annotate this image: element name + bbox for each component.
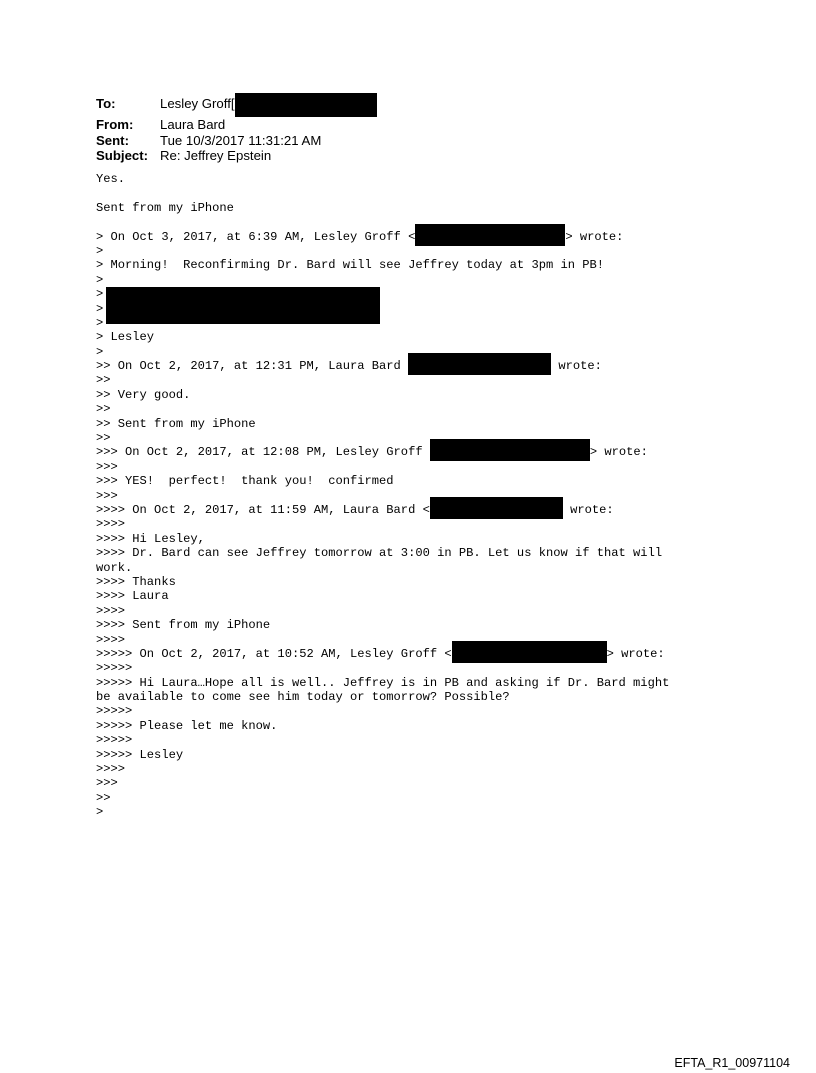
quote-line: >>>>>	[96, 661, 133, 676]
quote-intro-line	[96, 445, 726, 459]
quote-line: >>>> Sent from my iPhone	[96, 618, 271, 633]
quote-line: >	[96, 287, 726, 301]
quote-intro-line	[96, 503, 726, 517]
quote-line: >>> YES! perfect! thank you! confirmed	[96, 474, 394, 489]
quote-intro-suffix: wrote:	[562, 502, 614, 517]
to-value	[160, 96, 377, 117]
from-label: From:	[96, 117, 134, 132]
redaction-block	[235, 93, 377, 117]
quote-intro-text: >>>> On Oct 2, 2017, at 11:59 AM, Laura Bard <	[96, 502, 430, 517]
quote-intro-suffix: > wrote:	[589, 445, 648, 460]
signature-line: Sent from my iPhone	[96, 200, 234, 215]
quote-line: >>>>	[96, 632, 126, 647]
quote-line: >	[96, 344, 104, 359]
quote-line: >	[96, 272, 104, 287]
subject-value: Re: Jeffrey Epstein	[160, 148, 272, 164]
quote-line: > Lesley	[96, 330, 155, 345]
quote-line: > Morning! Reconfirming Dr. Bard will see Jeffrey today at 3pm in PB!	[96, 258, 605, 273]
subject-row	[96, 148, 377, 164]
quote-line: >>>>	[96, 517, 126, 532]
quote-intro-text: > On Oct 3, 2017, at 6:39 AM, Lesley Groff <	[96, 229, 416, 244]
quote-line: >	[96, 301, 104, 316]
sent-label: Sent:	[96, 132, 129, 148]
quote-intro-line	[96, 647, 726, 661]
quote-line: >>	[96, 431, 111, 446]
to-row	[96, 96, 377, 117]
quote-intro-suffix: > wrote:	[565, 229, 624, 244]
quote-intro-suffix: > wrote:	[606, 646, 665, 661]
quote-line: >>>	[96, 776, 118, 791]
quote-line: >>>> Thanks	[96, 574, 176, 589]
quote-line: >>>>> Lesley	[96, 747, 184, 762]
document-id: EFTA_R1_00971104	[674, 1056, 790, 1070]
sent-row	[96, 133, 377, 149]
quote-line: >>>>	[96, 603, 126, 618]
quote-line: >>>>>	[96, 733, 133, 748]
quote-intro-text: >>> On Oct 2, 2017, at 12:08 PM, Lesley Groff	[96, 445, 430, 460]
reply-text: Yes.	[96, 172, 126, 186]
blank-line	[96, 215, 726, 229]
quote-line: >>>> Laura	[96, 589, 169, 604]
quote-intro-text: >>>>> On Oct 2, 2017, at 10:52 AM, Lesley Groff <	[96, 646, 452, 661]
quote-line: >>>>> Hi Laura…Hope all is well.. Jeffrey is in PB and asking if Dr. Bard might	[96, 675, 670, 690]
to-name: Lesley Groff[	[160, 96, 235, 111]
from-value: Laura Bard	[160, 117, 226, 132]
quote-line: >>>> Dr. Bard can see Jeffrey tomorrow at 3:00 in PB. Let us know if that will	[96, 546, 663, 561]
quote-intro-suffix: wrote:	[551, 359, 602, 374]
to-label: To:	[96, 96, 116, 111]
quote-line: >> Sent from my iPhone	[96, 416, 256, 431]
quote-line: >>>	[96, 488, 118, 503]
blank-line	[96, 186, 726, 200]
quote-line: >>>>>	[96, 704, 133, 719]
quote-line: >>	[96, 373, 111, 388]
quote-intro-line	[96, 359, 726, 373]
sent-value: Tue 10/3/2017 11:31:21 AM	[160, 132, 322, 148]
redaction-block	[452, 641, 607, 663]
quote-intro-text: >> On Oct 2, 2017, at 12:31 PM, Laura Bard	[96, 359, 409, 374]
quote-line: >>>>	[96, 762, 126, 777]
quote-line: be available to come see him today or tomorrow? Possible?	[96, 690, 510, 705]
email-body	[96, 172, 726, 820]
quote-line: >>	[96, 790, 111, 805]
quote-line: >	[96, 243, 104, 258]
quote-line: >	[96, 315, 104, 330]
subject-label: Subject:	[96, 148, 149, 164]
quote-line: >>>	[96, 459, 118, 474]
quote-line: >> Very good.	[96, 387, 191, 402]
redaction-block	[415, 224, 565, 246]
quote-line: >>>> Hi Lesley,	[96, 531, 205, 546]
quote-line: >>>>> Please let me know.	[96, 718, 278, 733]
quote-intro-line	[96, 230, 726, 244]
email-header	[96, 96, 377, 164]
quote-line: work.	[96, 560, 133, 575]
redaction-block	[408, 353, 551, 375]
quote-line: >	[96, 805, 104, 820]
redaction-block	[430, 439, 590, 461]
redaction-block	[430, 497, 563, 519]
from-row	[96, 117, 377, 133]
quote-line: >>	[96, 402, 111, 417]
